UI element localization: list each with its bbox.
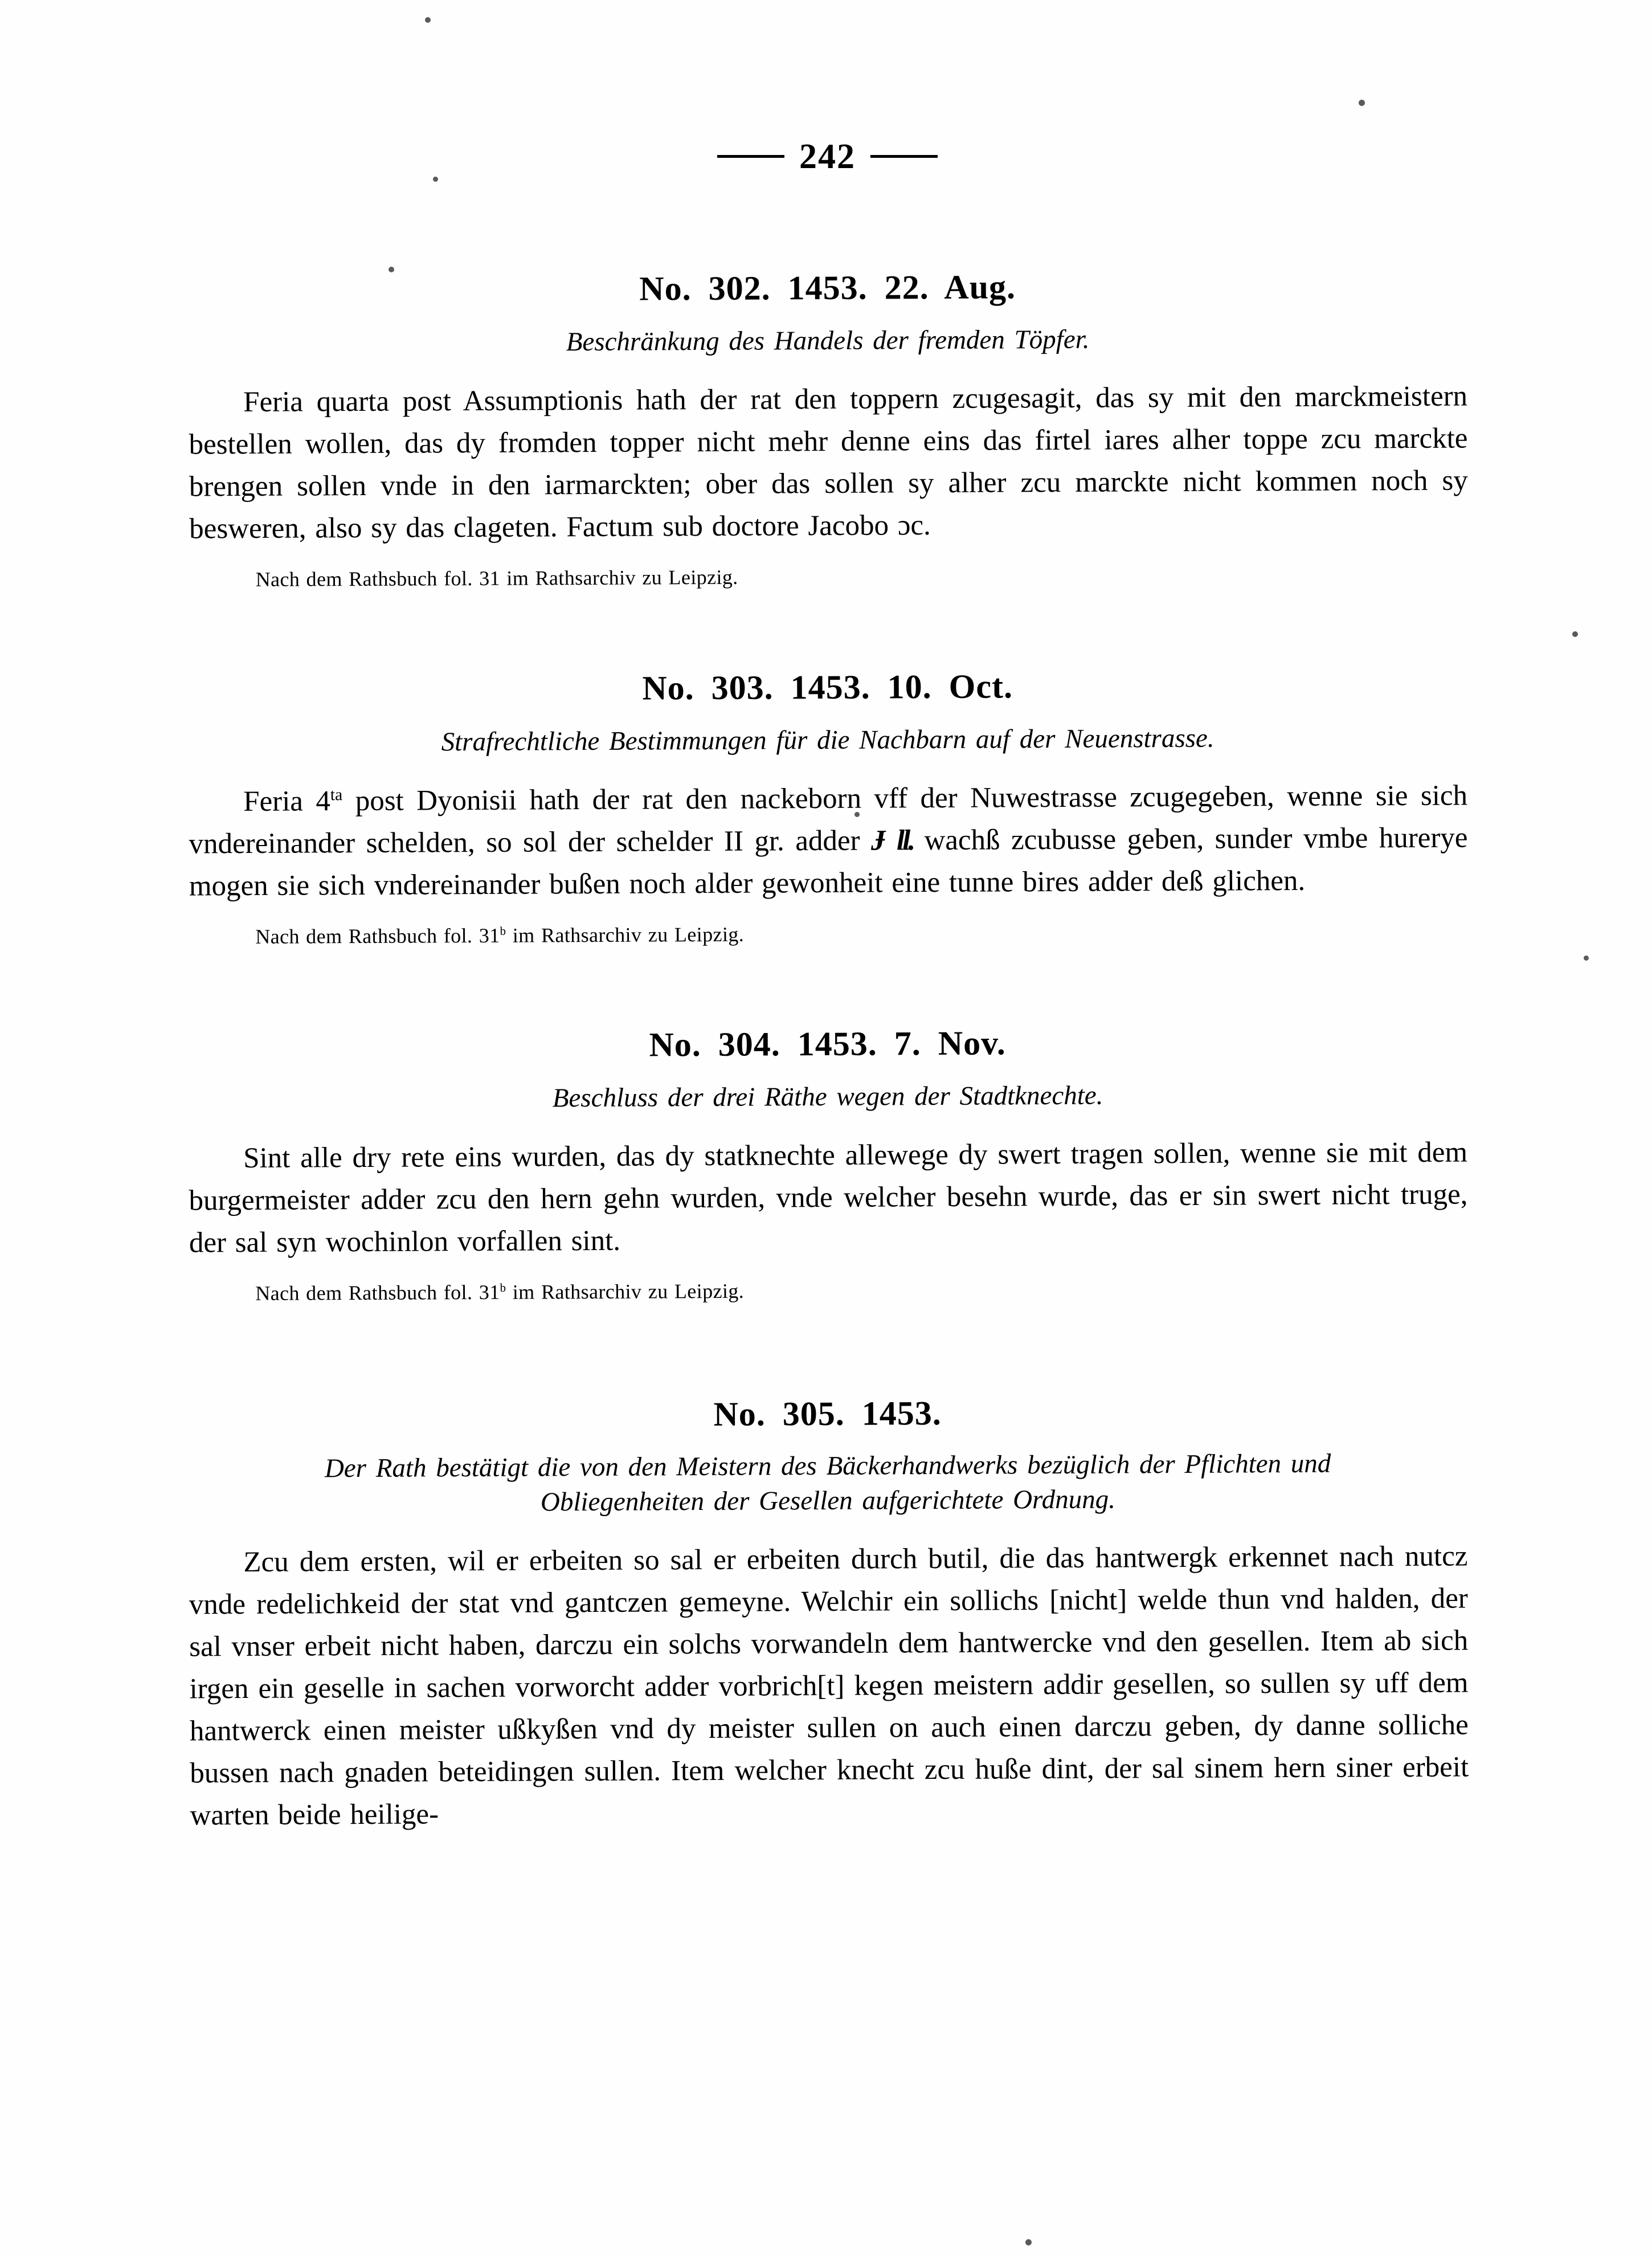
entry-heading-305: No. 305. 1453.: [713, 1394, 942, 1433]
entry-body-text-303-c: wachß zcubusse geben, sunder vmbe hurerye mogen sie sich vndereinander bußen noch alder gewonheit eine tunne bires adder deß glichen.: [189, 821, 1468, 902]
entry-source-text-303-b: im Rathsarchiv zu Leipzig.: [506, 922, 745, 946]
entry-heading-302: No. 302. 1453. 22. Aug.: [639, 268, 1016, 308]
page-number: 242: [799, 137, 856, 176]
entry-no-302: [188, 265, 1469, 592]
entry-body-303: [189, 775, 1468, 908]
entry-heading-304: No. 304. 1453. 7. Nov.: [649, 1024, 1007, 1064]
entry-source-text-303-a: Nach dem Rathsbuch fol. 31: [255, 924, 500, 948]
entry-subtitle-304: Beschluss der drei Räthe wegen der Stadtknechte.: [552, 1080, 1103, 1113]
running-head-rule-right: [870, 155, 938, 158]
ordinal-superscript-ta: ta: [330, 785, 343, 804]
entry-gap: [188, 594, 1467, 667]
entry-body-302: [189, 375, 1468, 550]
entry-body-text-303-a: Feria 4: [243, 785, 331, 818]
entry-source-304: [189, 1275, 1468, 1305]
entry-gap: [188, 951, 1467, 1024]
pound-abbreviation-glyph: ll.: [896, 824, 914, 856]
running-head-rule-left: [717, 155, 784, 158]
entry-source-302: Nach dem Rathsbuch fol. 31 im Rathsarchiv zu Leipzig.: [255, 565, 738, 591]
entry-source-303: [189, 918, 1468, 949]
currency-symbol-glyph: Ɉ: [870, 824, 886, 856]
entry-body-text-303-b: post Dyonisii hath der rat den nackeborn vff der Nuwestrasse zcugegeben, wenne sie sich vndereinander schelden, so sol der schelder II gr. adder: [189, 779, 1468, 860]
entry-body-text-302: Feria quarta post Assumptionis hath der rat den toppern zcugesagit, das sy mit den marckmeistern bestellen wollen, das dy fromden topper nicht mehr denne eins das firtel iares alher toppe zcu marckte brengen sollen vnde in den iarmarckten; ober das sollen sy alher zcu marckte nicht kommen noch sy besweren, also sy das clageten. Factum sub doctore Jacobo ɔc.: [189, 380, 1468, 545]
entry-no-303: [188, 664, 1468, 949]
entry-body-text-304: Sint alle dry rete eins wurden, das dy statknechte allewege dy swert tragen sollen, wenne sie mit dem burgermeister adder zcu den hern gehn wurden, vnde welcher besehn wurde, das er sin swert nicht truge, der sal syn wochinlon vorfallen sint.: [189, 1136, 1468, 1259]
scan-speckle: [1025, 2239, 1032, 2245]
entry-subtitle-303: Strafrechtliche Bestimmungen für die Nachbarn auf der Neuenstrasse.: [441, 723, 1215, 757]
entry-source-text-304-a: Nach dem Rathsbuch fol. 31: [255, 1280, 500, 1305]
running-head: [188, 137, 1467, 177]
entry-subtitle-305-line1: Der Rath bestätigt die von den Meistern des Bäckerhandwerks bezüglich der Pflichten und: [324, 1448, 1331, 1483]
entry-body-305: [189, 1536, 1469, 1837]
entry-body-304: [189, 1132, 1468, 1265]
scan-speckle: [1572, 631, 1578, 637]
entry-gap: [188, 1308, 1467, 1394]
entry-no-305: [188, 1390, 1469, 1837]
entry-subtitle-305: [188, 1446, 1467, 1521]
head-spacer: [188, 0, 1467, 268]
entry-subtitle-305-line2: Obliegenheiten der Gesellen aufgerichtete Ordnung.: [540, 1484, 1115, 1517]
entry-source-text-304-b: im Rathsarchiv zu Leipzig.: [506, 1279, 745, 1304]
entry-heading-303: No. 303. 1453. 10. Oct.: [642, 667, 1013, 707]
entry-subtitle-302: Beschränkung des Handels der fremden Töpfer.: [566, 324, 1090, 357]
page-content-column: [188, 0, 1467, 1839]
entry-body-text-305: Zcu dem ersten, wil er erbeiten so sal er erbeiten durch butil, die das hantwergk erkennet nach nutcz vnde redelichkeid der stat vnd gantczen gemeyne. Welchir ein sollichs [nicht] welde thun vnd halden, der sal vnser erbeit nicht haben, darczu ein solchs vorwandeln dem hantwercke vnd den gesellen. Item ab sich irgen ein geselle in sachen vorworcht adder vorbrich[t] kegen meistern addir gesellen, so sullen sy uff dem hantwerck einen meister ußkyßen vnd dy meister sullen on auch einen darczu geben, dy danne solliche bussen nach gnaden beteidingen sullen. Item welcher knecht zcu huße dint, der sal sinem hern siner erbeit warten beide heilige-: [189, 1540, 1469, 1831]
folio-superscript-b: b: [500, 1280, 506, 1295]
scan-speckle: [1584, 956, 1589, 961]
entry-no-304: [188, 1021, 1468, 1306]
folio-superscript-b: b: [500, 923, 506, 938]
